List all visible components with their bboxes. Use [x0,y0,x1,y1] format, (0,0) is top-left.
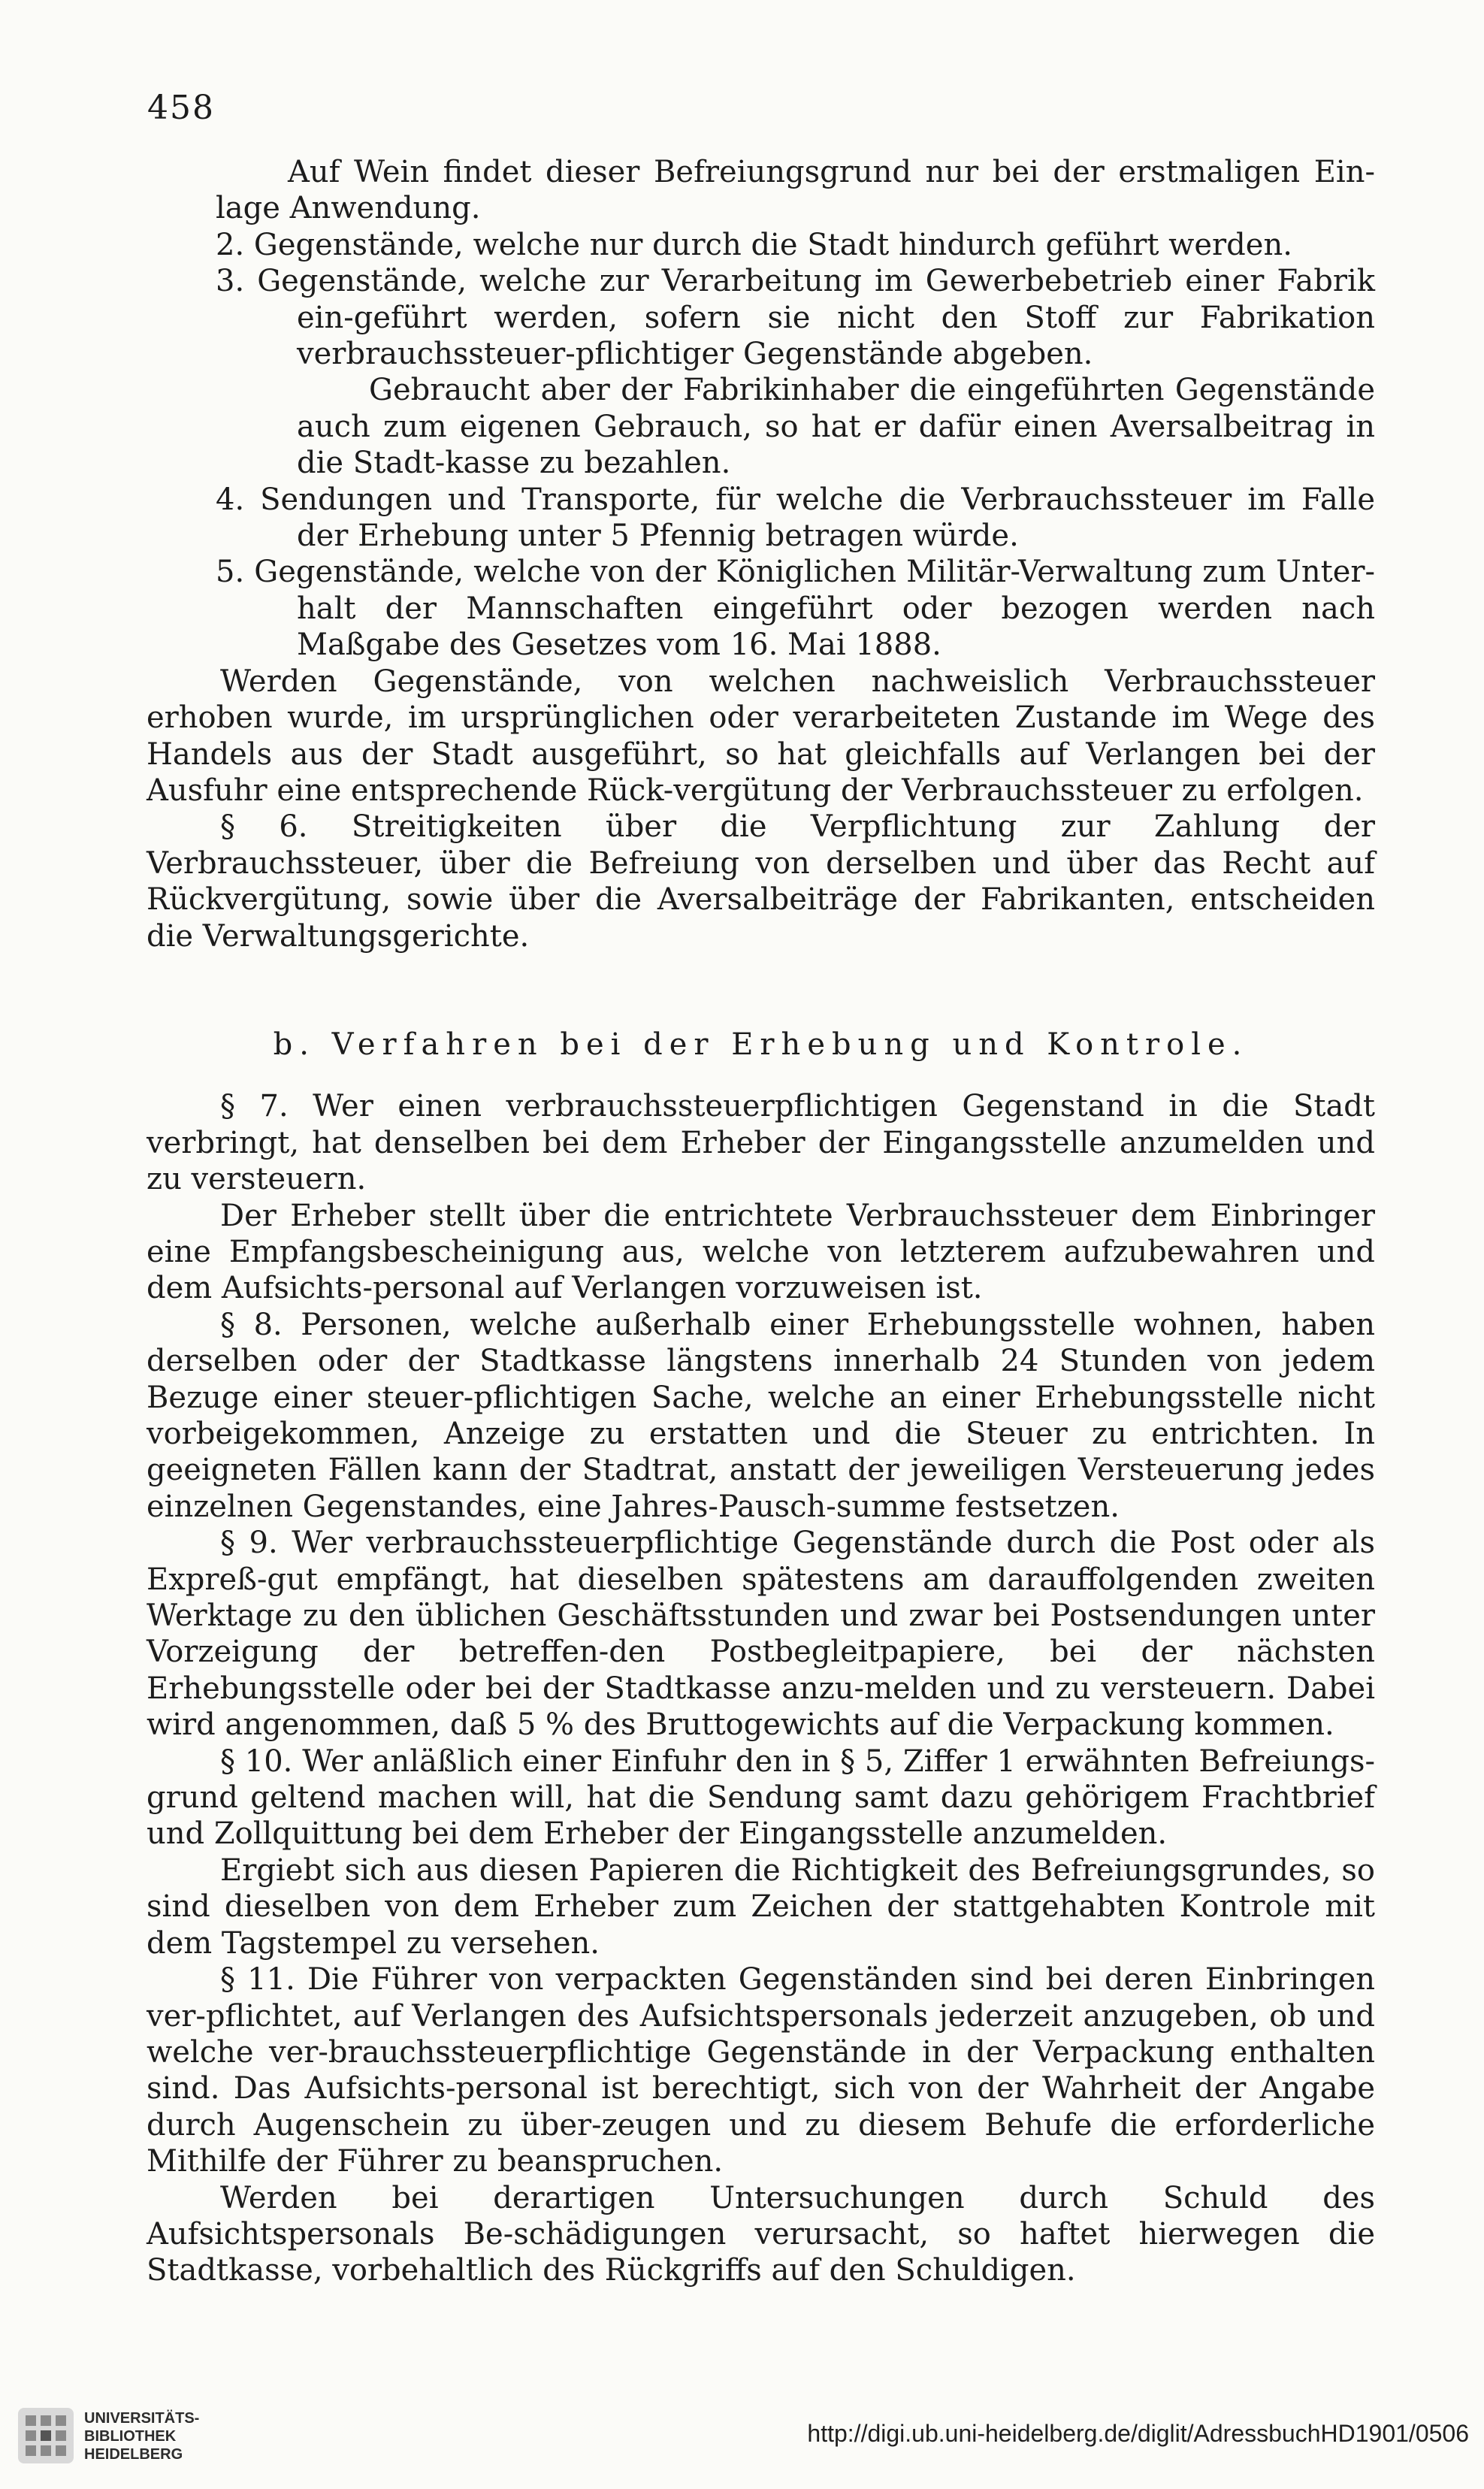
page-number: 458 [147,89,215,127]
library-name-line: UNIVERSITÄTS- [84,2410,200,2427]
library-name-line: BIBLIOTHEK [84,2428,177,2445]
library-name-line: HEIDELBERG [84,2446,183,2463]
footer [0,2390,1484,2489]
paragraph-section-6: § 6. Streitigkeiten über die Verpflichtung zur Zahlung der Verbrauchssteuer, über die Befreiung von derselben und über das Recht auf Rückvergütung, sowie über die Aversalbeiträge der Fabrikanten, entscheiden die Verwaltungsgerichte. [147,809,1375,954]
paragraph-rueckverguetung: Werden Gegenstände, von welchen nachweislich Verbrauchssteuer erhoben wurde, im ursprünglichen oder verarbeiteten Zustande im Wege des Handels aus der Stadt ausgeführt, so hat gleichfalls auf Verlangen bei der Ausfuhr eine entsprechende Rück-vergütung der Verbrauchssteuer zu erfolgen. [147,664,1375,808]
list-item-4: 4. Sendungen und Transporte, für welche die Verbrauchssteuer im Falle der Erhebung unter 5 Pfennig betragen würde. [216,482,1375,554]
paragraph-section-9: § 9. Wer verbrauchssteuerpflichtige Gegenstände durch die Post oder als Expreß-gut empfängt, hat dieselben spätestens am darauffolgenden zweiten Werktage zu den üblichen Geschäftsstunden und zwar bei Postsendungen unter Vorzeigung der betreffen-den Postbegleitpapiere, bei der nächsten Erhebungsstelle oder bei der Stadtkasse anzu-melden und zu versteuern. Dabei wird angenommen, daß 5 % des Bruttogewichts auf die Verpackung kommen. [147,1526,1375,1743]
paragraph-ergiebt: Ergiebt sich aus diesen Papieren die Richtigkeit des Befreiungsgrundes, so sind dieselben von dem Erheber zum Zeichen der stattgehabten Kontrole mit dem Tagstempel zu versehen. [147,1852,1375,1961]
section-heading: b. Verfahren bei der Erhebung und Kontrole. [273,1027,1249,1062]
list-item-3: 3. Gegenstände, welche zur Verarbeitung im Gewerbebetrieb einer Fabrik ein-geführt werden, sofern sie nicht den Stoff zur Fabrikation verbrauchssteuer-pflichtiger Gegenstände abgeben. [216,264,1375,372]
library-name [84,2409,199,2463]
paragraph-gebraucht: Gebraucht aber der Fabrikinhaber die eingeführten Gegenstände auch zum eigenen Gebrauch, so hat er dafür einen Aversalbeitrag in die Stadt-kasse zu bezahlen. [297,373,1375,481]
paragraph-section-10: § 10. Wer anläßlich einer Einfuhr den in § 5, Ziffer 1 erwähnten Befreiungs-grund geltend machen will, hat die Sendung samt dazu gehörigem Frachtbrief und Zollquittung bei dem Erheber der Eingangsstelle anzumelden. [147,1744,1375,1852]
paragraph-section-8: § 8. Personen, welche außerhalb einer Erhebungsstelle wohnen, haben derselben oder der Stadtkasse längstens innerhalb 24 Stunden von jedem Bezuge einer steuer-pflichtigen Sache, welche an einer Erhebungsstelle nicht vorbeigekommen, Anzeige zu erstatten und die Steuer zu entrichten. In geeigneten Fällen kann der Stadtrat, anstatt der jeweiligen Versteuerung jedes einzelnen Gegenstandes, eine Jahres-Pausch-summe festsetzen. [147,1307,1375,1524]
paragraph-wein: Auf Wein findet dieser Befreiungsgrund nur bei der erstmaligen Ein-lage Anwendung. [216,155,1375,226]
paragraph-beschaedigungen: Werden bei derartigen Untersuchungen durch Schuld des Aufsichtspersonals Be-schädigungen verursacht, so haftet hierwegen die Stadtkasse, vorbehaltlich des Rückgriffs auf den Schuldigen. [147,2180,1375,2288]
paragraph-section-11: § 11. Die Führer von verpackten Gegenständen sind bei deren Einbringen ver-pflichtet, auf Verlangen des Aufsichtspersonals jederzeit anzugeben, ob und welche ver-brauchssteuerpflichtige Gegenstände in der Verpackung enthalten sind. Das Aufsichts-personal ist berechtigt, sich von der Wahrheit der Angabe durch Augenschein zu über-zeugen und zu diesem Behufe die erforderliche Mithilfe der Führer zu beanspruchen. [147,1962,1375,2179]
paragraph-section-7: § 7. Wer einen verbrauchssteuerpflichtigen Gegenstand in die Stadt verbringt, hat denselben bei dem Erheber der Eingangsstelle anzumelden und zu versteuern. [147,1089,1375,1197]
list-item-5: 5. Gegenstände, welche von der Königlichen Militär-Verwaltung zum Unter-halt der Mannschaften eingeführt oder bezogen werden nach Maßgabe des Gesetzes vom 16. Mai 1888. [216,555,1375,663]
body-text [147,154,1375,2289]
source-url-link[interactable]: http://digi.ub.uni-heidelberg.de/diglit/AdressbuchHD1901/0506 [807,2420,1469,2447]
paragraph-erheber: Der Erheber stellt über die entrichtete Verbrauchssteuer dem Einbringer eine Empfangsbescheinigung aus, welche von letzterem aufzubewahren und dem Aufsichts-personal auf Verlangen vorzuweisen ist. [147,1198,1375,1306]
library-logo-icon [17,2406,75,2465]
list-item-2: 2. Gegenstände, welche nur durch die Stadt hindurch geführt werden. [216,227,1292,262]
